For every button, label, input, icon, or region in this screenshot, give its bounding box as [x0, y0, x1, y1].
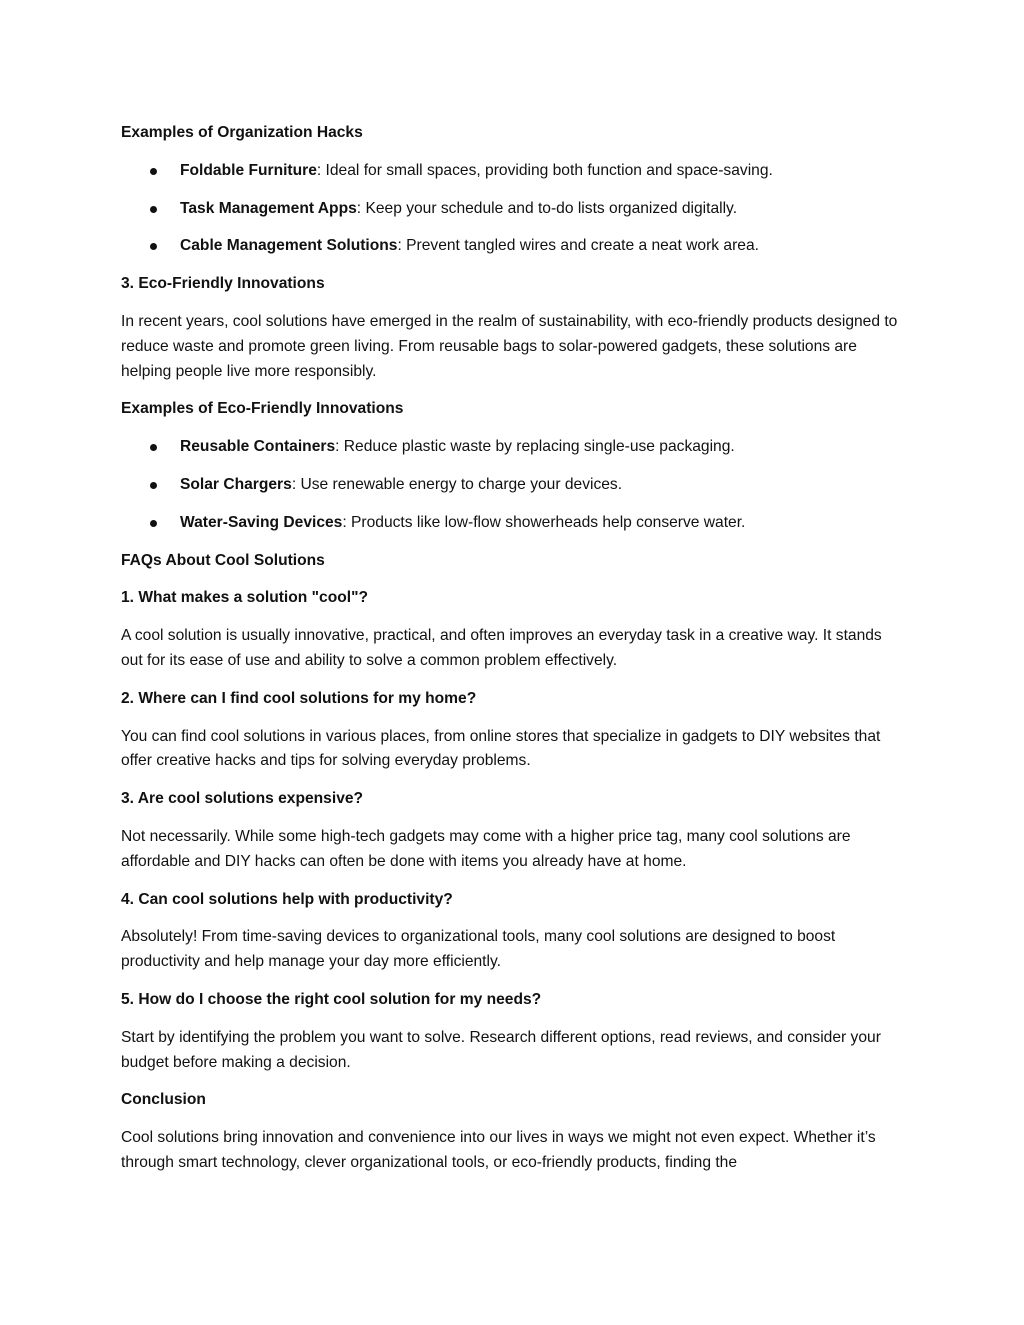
faq-answer: Absolutely! From time-saving devices to organizational tools, many cool solutions are designed to boost productivity and help manage your day more efficiently.: [121, 928, 836, 971]
list-item: [121, 234, 906, 259]
faq-question: 2. Where can I find cool solutions for my home?: [121, 689, 477, 707]
faq-question: 1. What makes a solution "cool"?: [121, 589, 369, 607]
eco-innovations-list: [121, 435, 906, 535]
bullet-icon: [150, 206, 157, 213]
list-item: [121, 159, 906, 184]
heading-eco-friendly: 3. Eco-Friendly Innovations: [121, 275, 325, 293]
list-item: [121, 511, 906, 536]
heading-eco-examples: Examples of Eco-Friendly Innovations: [121, 400, 404, 418]
faq-answer: Start by identifying the problem you want to solve. Research different options, read reviews, and consider your budget before making a decision.: [121, 1028, 881, 1071]
item-description: : Products like low-flow showerheads help conserve water.: [342, 513, 746, 531]
item-term: Task Management Apps: [180, 199, 357, 217]
bullet-icon: [150, 243, 157, 250]
heading-faqs: FAQs About Cool Solutions: [121, 551, 325, 569]
item-description: : Prevent tangled wires and create a neat work area.: [397, 237, 759, 255]
item-term: Foldable Furniture: [180, 161, 317, 179]
faq-question: 3. Are cool solutions expensive?: [121, 790, 364, 808]
item-term: Reusable Containers: [180, 438, 336, 456]
heading-conclusion: Conclusion: [121, 1091, 206, 1109]
faq-answer: A cool solution is usually innovative, practical, and often improves an everyday task in a creative way. It stands out for its ease of use and ability to solve a common problem effectively.: [121, 627, 882, 669]
bullet-icon: [150, 482, 157, 489]
item-description: : Ideal for small spaces, providing both function and space-saving.: [316, 161, 773, 179]
item-term: Water-Saving Devices: [180, 513, 343, 531]
bullet-icon: [150, 168, 157, 175]
list-item: [121, 435, 906, 460]
faq-answer: Not necessarily. While some high-tech gadgets may come with a higher price tag, many cool solutions are affordable and DIY hacks can often be done with items you already have at home.: [121, 827, 851, 870]
document-content: [121, 121, 906, 1189]
heading-organization-examples: Examples of Organization Hacks: [121, 124, 363, 141]
bullet-icon: [150, 520, 157, 527]
faq-question: 4. Can cool solutions help with productivity?: [121, 890, 453, 908]
item-description: : Reduce plastic waste by replacing single-use packaging.: [335, 438, 735, 456]
item-term: Cable Management Solutions: [180, 237, 398, 255]
eco-friendly-paragraph: In recent years, cool solutions have emerged in the realm of sustainability, with eco-friendly products designed to reduce waste and promote green living. From reusable bags to solar-powered gadgets, these solutions are helping people live more responsibly.: [121, 312, 898, 380]
item-term: Solar Chargers: [180, 475, 292, 493]
faq-answer: You can find cool solutions in various places, from online stores that specialize in gadgets to DIY websites that offer creative hacks and tips for solving everyday problems.: [121, 727, 881, 770]
item-description: : Keep your schedule and to-do lists organized digitally.: [356, 199, 738, 217]
item-description: : Use renewable energy to charge your devices.: [291, 475, 623, 493]
list-item: [121, 473, 906, 498]
organization-hacks-list: [121, 159, 906, 259]
faq-question: 5. How do I choose the right cool solution for my needs?: [121, 990, 542, 1008]
list-item: [121, 197, 906, 222]
bullet-icon: [150, 444, 157, 451]
conclusion-paragraph: Cool solutions bring innovation and convenience into our lives in ways we might not even expect. Whether it’s through smart technology, clever organizational tools, or eco-friendly products, finding the: [121, 1129, 876, 1171]
